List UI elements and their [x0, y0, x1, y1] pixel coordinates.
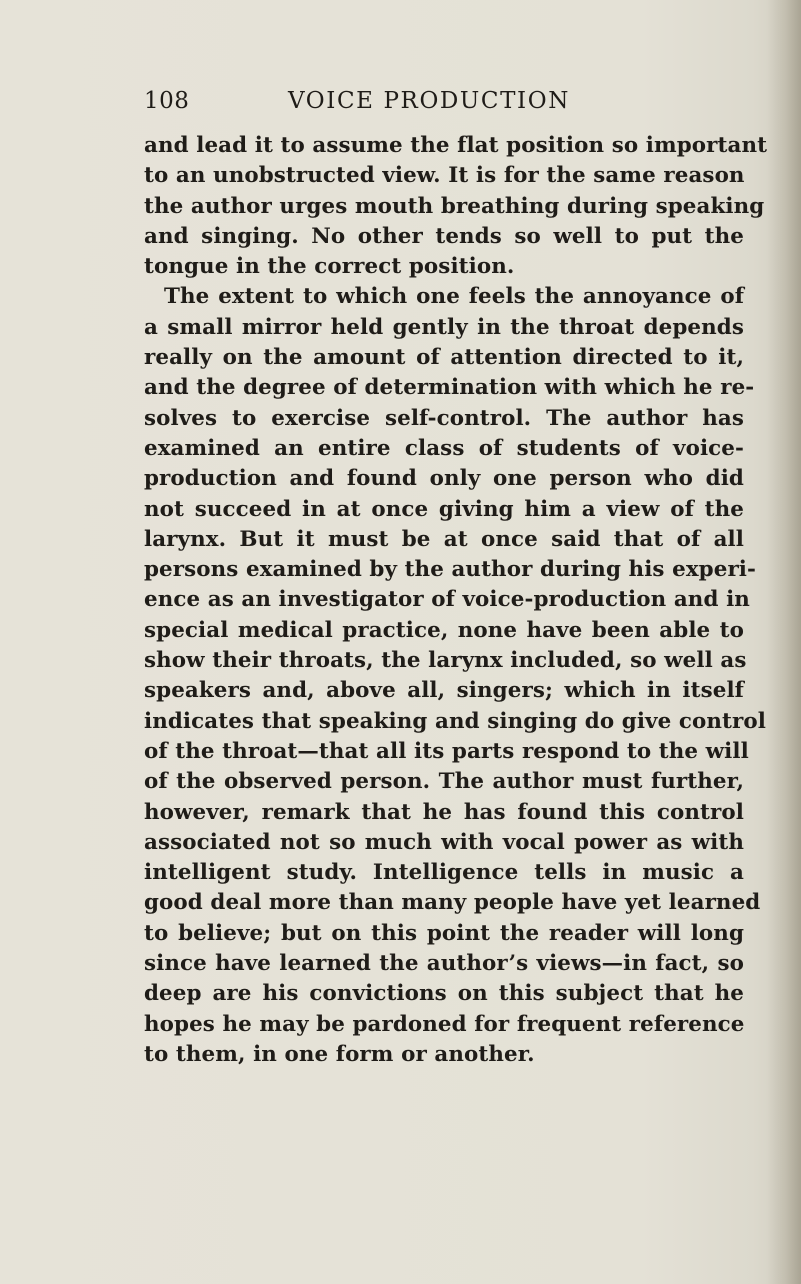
- text-line: tongue in the correct position.: [144, 254, 515, 280]
- text-line: to an unobstructed view. It is for the same reason: [144, 163, 745, 189]
- text-line: of the throat—that all its parts respond to the will: [144, 738, 749, 764]
- text-line: examined an entire class of students of voice-: [144, 435, 744, 461]
- text-line: however, remark that he has found this control: [144, 799, 744, 825]
- text-line: The extent to which one feels the annoyance of: [164, 284, 744, 310]
- text-line: larynx. But it must be at once said that of all: [144, 526, 744, 552]
- text-line: deep are his convictions on this subject that he: [144, 981, 744, 1007]
- page-header: [144, 88, 644, 124]
- text-line: to believe; but on this point the reader will long: [144, 920, 744, 946]
- text-line: of the observed person. The author must further,: [144, 769, 744, 795]
- running-head: VOICE PRODUCTION: [288, 88, 570, 114]
- text-line: good deal more than many people have yet learned: [144, 890, 761, 916]
- text-line: the author urges mouth breathing during speaking: [144, 193, 765, 219]
- text-line: production and found only one person who did: [144, 466, 744, 492]
- text-line: associated not so much with vocal power as with: [144, 829, 744, 855]
- text-line: hopes he may be pardoned for frequent reference: [144, 1011, 745, 1037]
- text-line: and the degree of determination with which he re-: [144, 375, 755, 401]
- text-line: a small mirror held gently in the throat depends: [144, 314, 744, 340]
- page-edge-shadow: [767, 0, 801, 1284]
- text-line: intelligent study. Intelligence tells in music a: [144, 860, 744, 886]
- text-line: since have learned the author’s views—in fact, so: [144, 951, 744, 977]
- text-line: persons examined by the author during his experi-: [144, 557, 757, 583]
- text-line: special medical practice, none have been able to: [144, 617, 744, 643]
- text-line: really on the amount of attention directed to it,: [144, 345, 744, 371]
- text-line: not succeed in at once giving him a view of the: [144, 496, 744, 522]
- text-line: solves to exercise self-control. The author has: [144, 405, 744, 431]
- text-line: ence as an investigator of voice-production and in: [144, 587, 750, 613]
- body-text: [144, 131, 768, 1070]
- text-line: show their throats, the larynx included, so well as: [144, 648, 747, 674]
- text-line: and singing. No other tends so well to put the: [144, 223, 744, 249]
- page-number: 108: [144, 88, 190, 114]
- text-line: speakers and, above all, singers; which in itself: [144, 678, 744, 704]
- text-line: to them, in one form or another.: [144, 1041, 535, 1067]
- text-line: indicates that speaking and singing do give control: [144, 708, 766, 734]
- text-line: and lead it to assume the flat position so important: [144, 133, 768, 158]
